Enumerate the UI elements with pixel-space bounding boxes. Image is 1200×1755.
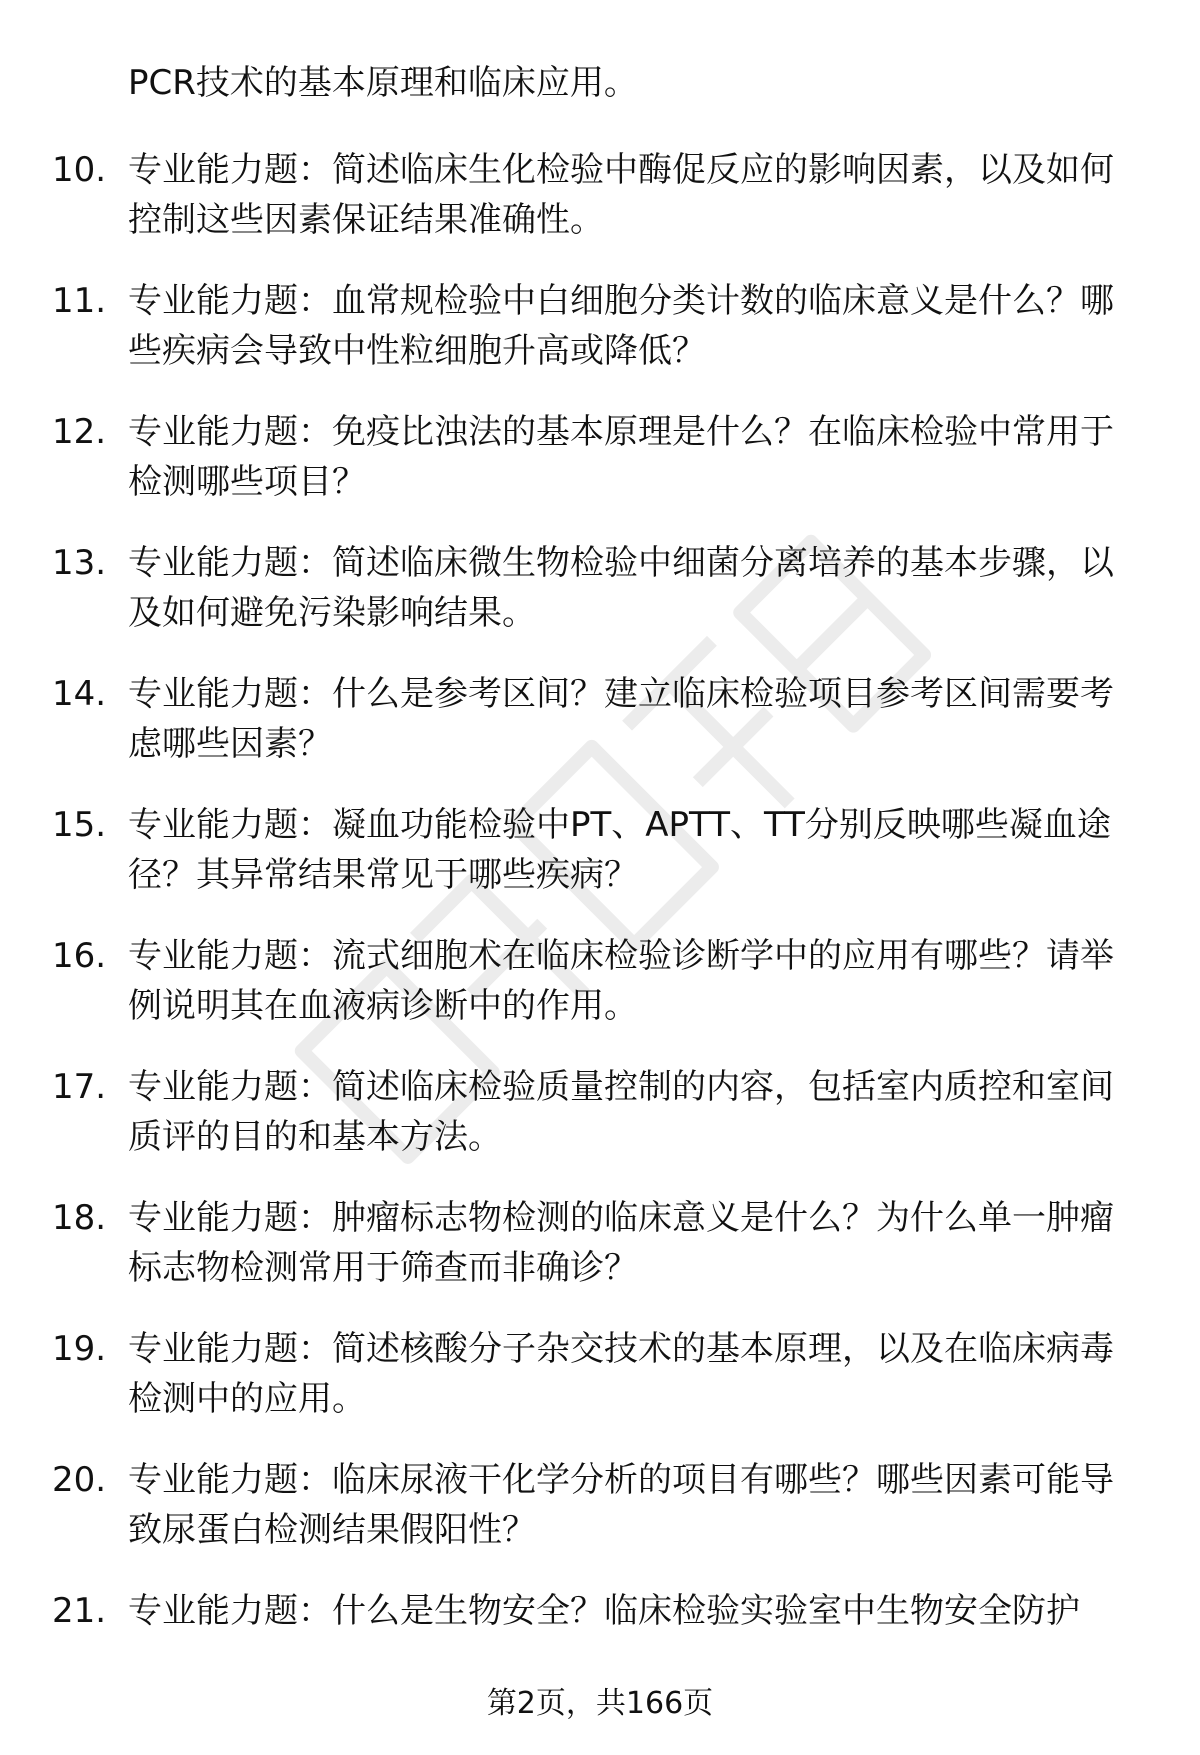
question-text: 专业能力题：简述临床微生物检验中细菌分离培养的基本步骤，以及如何避免污染影响结果。 bbox=[128, 543, 1114, 633]
question-list bbox=[0, 145, 1200, 1717]
question-item-11 bbox=[0, 276, 1200, 407]
question-number: 13. bbox=[52, 543, 107, 583]
question-text: 专业能力题：什么是参考区间？建立临床检验项目参考区间需要考虑哪些因素？ bbox=[128, 674, 1114, 764]
question-number: 10. bbox=[52, 150, 107, 190]
question-text: 专业能力题：肿瘤标志物检测的临床意义是什么？为什么单一肿瘤标志物检测常用于筛查而非确诊？ bbox=[128, 1198, 1114, 1288]
question-number: 18. bbox=[52, 1198, 107, 1238]
continuation-text: PCR技术的基本原理和临床应用。 bbox=[128, 63, 638, 103]
question-text: 专业能力题：流式细胞术在临床检验诊断学中的应用有哪些？请举例说明其在血液病诊断中的作用。 bbox=[128, 936, 1114, 1026]
question-item-14 bbox=[0, 669, 1200, 800]
question-number: 15. bbox=[52, 805, 107, 845]
question-item-20 bbox=[0, 1455, 1200, 1586]
question-number: 12. bbox=[52, 412, 107, 452]
question-number: 21. bbox=[52, 1591, 107, 1631]
question-number: 14. bbox=[52, 674, 107, 714]
question-item-16 bbox=[0, 931, 1200, 1062]
page-footer: 第2页，共166页 bbox=[486, 1686, 714, 1721]
question-text: 专业能力题：凝血功能检验中PT、APTT、TT分别反映哪些凝血途径？其异常结果常见于哪些疾病？ bbox=[128, 805, 1111, 895]
question-item-18 bbox=[0, 1193, 1200, 1324]
question-text: 专业能力题：免疫比浊法的基本原理是什么？在临床检验中常用于检测哪些项目？ bbox=[128, 412, 1114, 502]
question-text: 专业能力题：什么是生物安全？临床检验实验室中生物安全防护 bbox=[128, 1591, 1080, 1631]
question-item-15 bbox=[0, 800, 1200, 931]
question-text: 专业能力题：简述临床检验质量控制的内容，包括室内质控和室间质评的目的和基本方法。 bbox=[128, 1067, 1114, 1157]
question-text: 专业能力题：血常规检验中白细胞分类计数的临床意义是什么？哪些疾病会导致中性粒细胞升高或降低？ bbox=[128, 281, 1114, 371]
question-text: 专业能力题：简述临床生化检验中酶促反应的影响因素，以及如何控制这些因素保证结果准确性。 bbox=[128, 150, 1114, 240]
question-number: 11. bbox=[52, 281, 107, 321]
question-number: 19. bbox=[52, 1329, 107, 1369]
question-number: 17. bbox=[52, 1067, 107, 1107]
question-item-13 bbox=[0, 538, 1200, 669]
question-number: 20. bbox=[52, 1460, 107, 1500]
question-item-10 bbox=[0, 145, 1200, 276]
question-item-19 bbox=[0, 1324, 1200, 1455]
question-item-12 bbox=[0, 407, 1200, 538]
question-number: 16. bbox=[52, 936, 107, 976]
question-item-17 bbox=[0, 1062, 1200, 1193]
question-text: 专业能力题：临床尿液干化学分析的项目有哪些？哪些因素可能导致尿蛋白检测结果假阳性？ bbox=[128, 1460, 1114, 1550]
question-text: 专业能力题：简述核酸分子杂交技术的基本原理，以及在临床病毒检测中的应用。 bbox=[128, 1329, 1114, 1419]
